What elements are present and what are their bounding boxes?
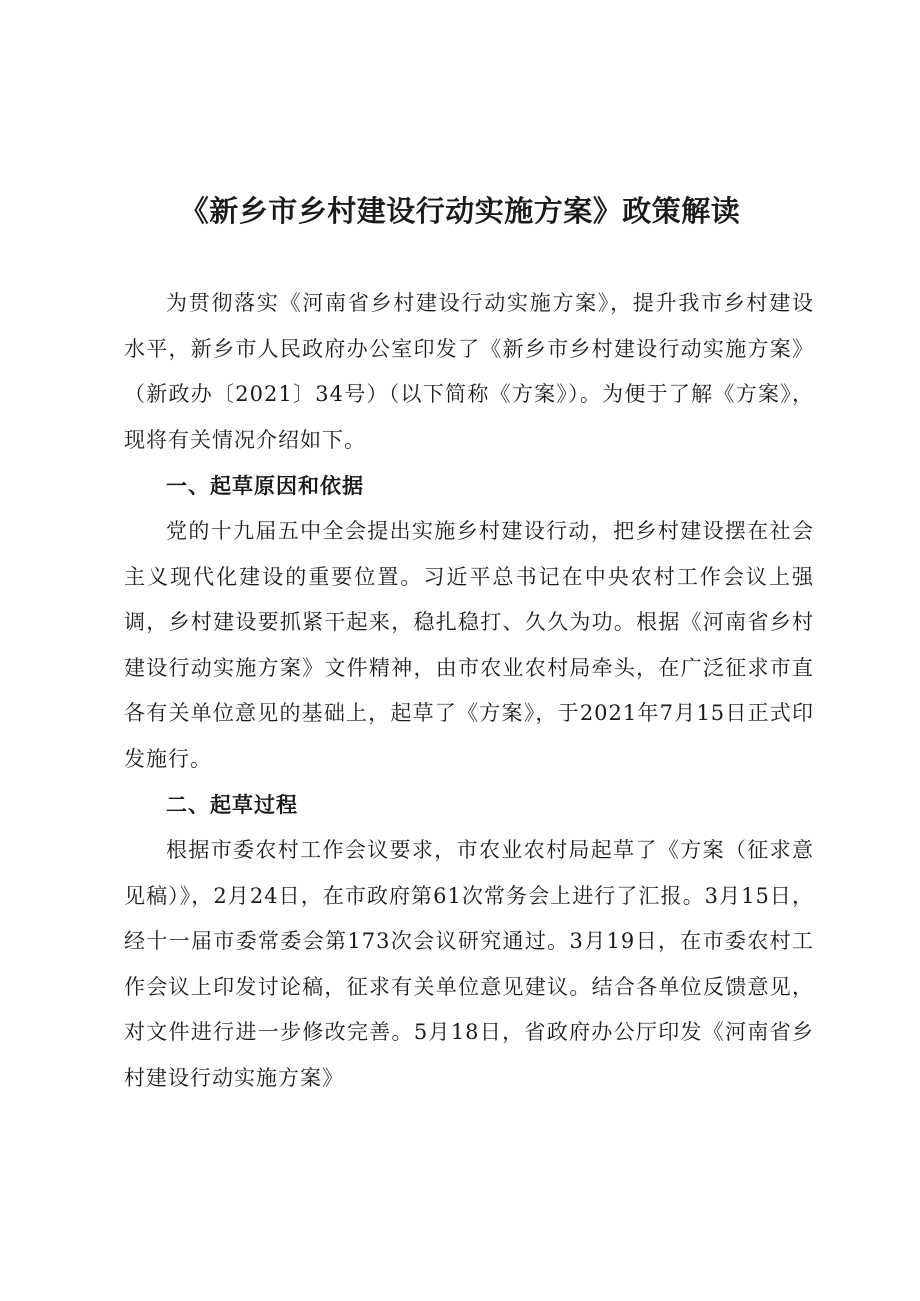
- section-heading-1: 一、起草原因和依据: [166, 474, 364, 498]
- document-body: [124, 281, 814, 1101]
- intro-paragraph: 为贯彻落实《河南省乡村建设行动实施方案》，提升我市乡村建设水平，新乡市人民政府办公室印发了《新乡市乡村建设行动实施方案》（新政办〔2021〕34号）（以下简称《方案》）。为便于了解《方案》，现将有关情况介绍如下。: [124, 291, 814, 452]
- section-paragraph-2: 根据市委农村工作会议要求，市农业农村局起草了《方案（征求意见稿）》，2月24日，在市政府第61次常务会上进行了汇报。3月15日，经十一届市委常委会第173次会议研究通过。3月19日，在市委农村工作会议上印发讨论稿，征求有关单位意见建议。结合各单位反馈意见，对文件进行进一步修改完善。5月18日，省政府办公厅印发《河南省乡村建设行动实施方案》: [124, 838, 814, 1090]
- section-paragraph-1: 党的十九届五中全会提出实施乡村建设行动，把乡村建设摆在社会主义现代化建设的重要位置。习近平总书记在中央农村工作会议上强调，乡村建设要抓紧干起来，稳扎稳打、久久为功。根据《河南省乡村建设行动实施方案》文件精神，由市农业农村局牵头，在广泛征求市直各有关单位意见的基础上，起草了《方案》，于2021年7月15日正式印发施行。: [124, 519, 814, 771]
- section-heading-2: 二、起草过程: [166, 793, 298, 817]
- document-title: 《新乡市乡村建设行动实施方案》政策解读: [179, 194, 741, 228]
